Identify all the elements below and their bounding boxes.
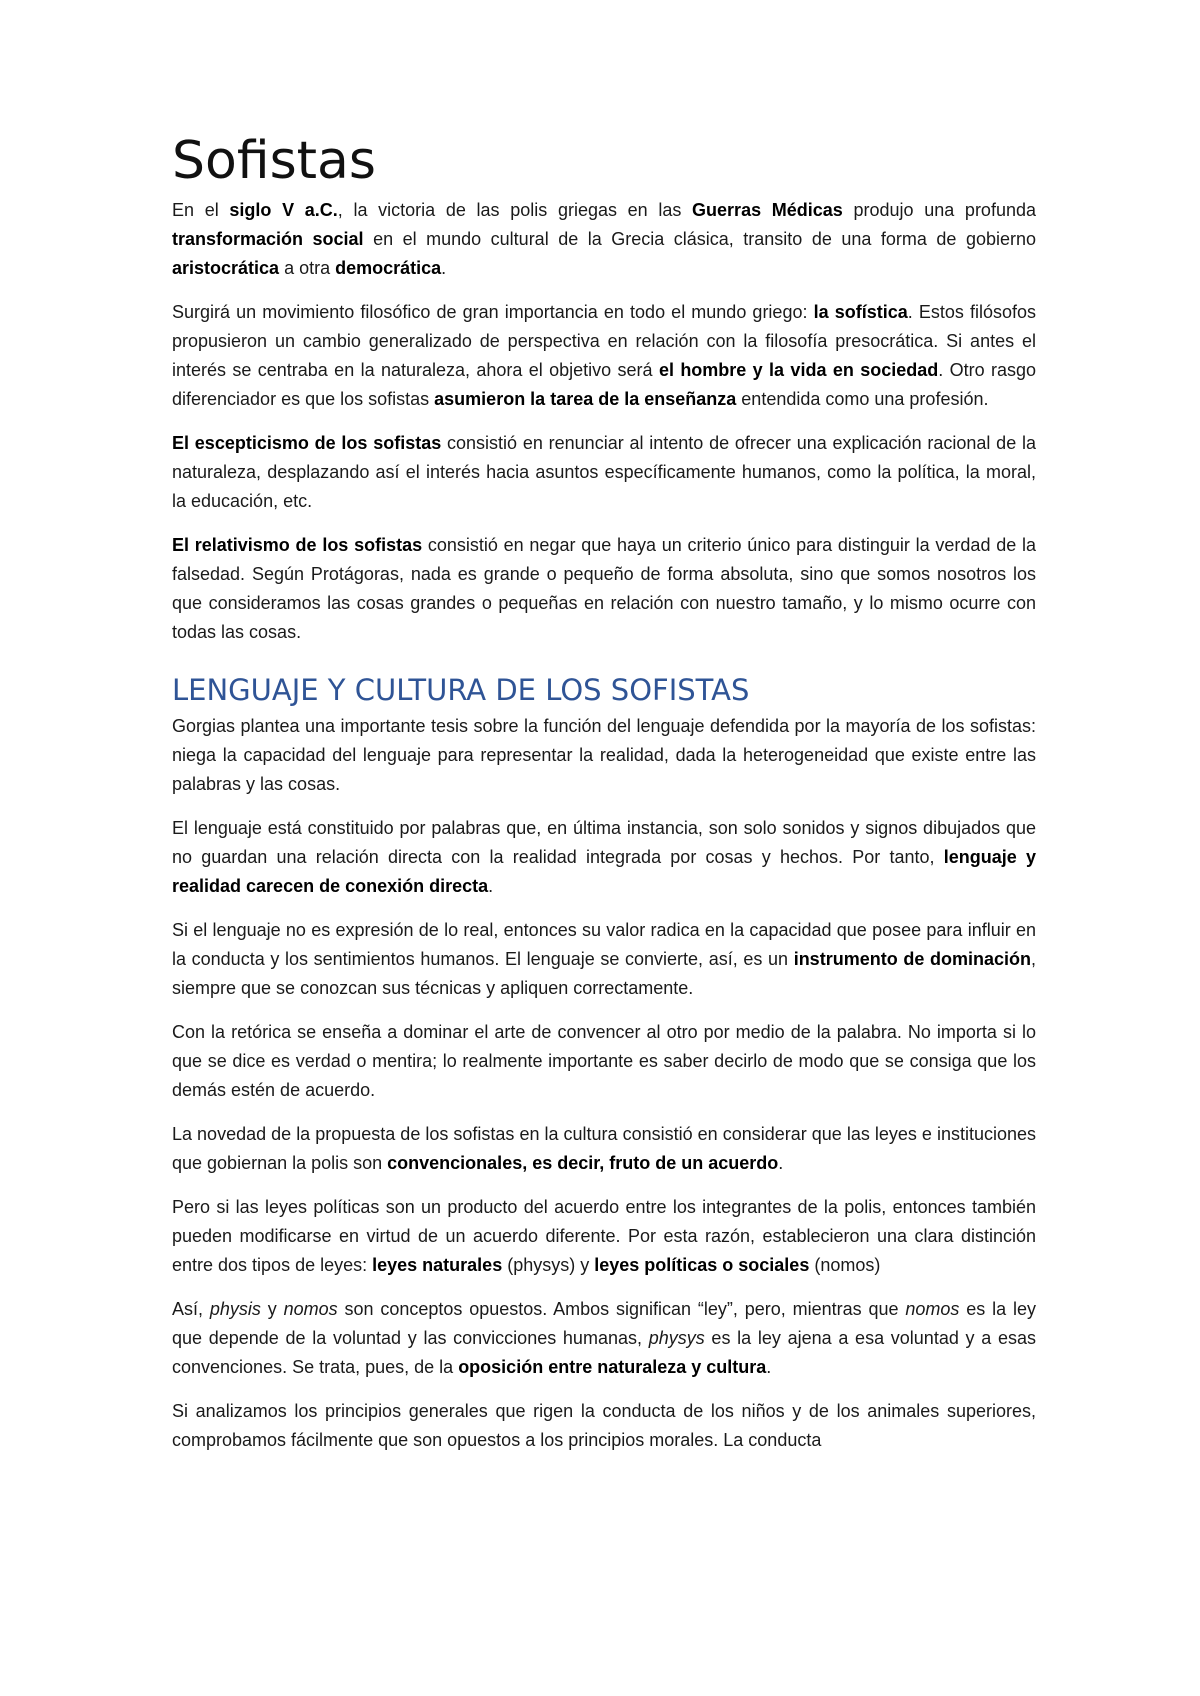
text-run: La novedad de la propuesta de los sofistas en la cultura consistió en considerar que las leyes e instituciones que gobiernan la polis son: [172, 1123, 1036, 1173]
bold-run: convencionales, es decir, fruto de un acuerdo: [387, 1152, 779, 1173]
text-run: consistió en renunciar al intento de ofrecer una explicación racional de la naturaleza, desplazando así el interés hacia asuntos específicamente humanos, como la política, la moral, la educación, etc.: [172, 432, 1036, 511]
italic-run: nomos: [283, 1298, 338, 1319]
text-run: Así,: [172, 1298, 210, 1319]
paragraph-5: [172, 712, 1036, 799]
text-run: Si analizamos los principios generales que rigen la conducta de los niños y de los animales superiores, comprobamos fácilmente que son opuestos a los principios morales. La conducta: [172, 1400, 1036, 1450]
document-title: Sofistas: [172, 131, 377, 191]
text-run: El lenguaje está constituido por palabras que, en última instancia, son solo sonidos y signos dibujados que no guardan una relación directa con la realidad integrada por cosas y hechos. Por tanto,: [172, 817, 1036, 867]
paragraph-12: [172, 1397, 1036, 1455]
bold-run: asumieron la tarea de la enseñanza: [434, 388, 737, 409]
bold-run: oposición entre naturaleza y cultura: [458, 1356, 767, 1377]
bold-run: la sofística: [813, 301, 908, 322]
text-run: .: [441, 257, 447, 278]
bold-run: leyes políticas o sociales: [594, 1254, 810, 1275]
bold-run: aristocrática: [172, 257, 280, 278]
text-run: (physys) y: [502, 1254, 595, 1275]
bold-run: el hombre y la vida en sociedad: [658, 359, 939, 380]
text-run: . Estos filósofos propusieron un cambio generalizado de perspectiva en relación con la filosofía presocrática. Si antes el interés se centraba en la naturaleza, ahora el objetivo será: [172, 301, 1036, 380]
text-run: , la victoria de las polis griegas en las: [337, 199, 693, 220]
italic-run: physis: [209, 1298, 261, 1319]
paragraph-10: [172, 1193, 1036, 1280]
bold-run: siglo V a.C.: [229, 199, 338, 220]
bold-run: Guerras Médicas: [692, 199, 843, 220]
paragraph-11: [172, 1295, 1036, 1382]
text-run: Con la retórica se enseña a dominar el arte de convencer al otro por medio de la palabra. No importa si lo que se dice es verdad o mentira; lo realmente importante es saber decirlo de modo que se consiga que los demás estén de acuerdo.: [172, 1021, 1036, 1100]
text-run: Gorgias plantea una importante tesis sobre la función del lenguaje defendida por la mayoría de los sofistas: niega la capacidad del lenguaje para representar la realidad, dada la heterogeneidad que existe entre las palabras y las cosas.: [172, 715, 1036, 794]
italic-run: physys: [648, 1327, 705, 1348]
text-run: a otra: [279, 257, 336, 278]
paragraph-2: [172, 298, 1036, 414]
bold-run: lenguaje y realidad carecen de conexión directa: [172, 846, 1037, 896]
paragraph-7: [172, 916, 1036, 1003]
text-run: , siempre que se conozcan sus técnicas y apliquen correctamente.: [172, 948, 1036, 998]
text-run: (nomos): [809, 1254, 881, 1275]
text-run: son conceptos opuestos. Ambos significan “ley”, pero, mientras que: [337, 1298, 906, 1319]
text-run: Pero si las leyes políticas son un producto del acuerdo entre los integrantes de la polis, entonces también pueden modificarse en virtud de un acuerdo diferente. Por esta razón, establecieron una clara distinción entre dos tipos de leyes:: [172, 1196, 1036, 1275]
paragraph-6: [172, 814, 1036, 901]
text-run: .: [488, 875, 494, 896]
paragraph-4: [172, 531, 1036, 647]
section-heading: LENGUAJE Y CULTURA DE LOS SOFISTAS: [172, 672, 750, 707]
paragraph-9: [172, 1120, 1036, 1178]
italic-run: nomos: [905, 1298, 960, 1319]
bold-run: leyes naturales: [372, 1254, 503, 1275]
text-run: es la ley ajena a esa voluntad y a esas convenciones. Se trata, pues, de la: [172, 1327, 1036, 1377]
text-run: consistió en negar que haya un criterio único para distinguir la verdad de la falsedad. Según Protágoras, nada es grande o pequeño de forma absoluta, sino que somos nosotros los que consideramos las cosas grandes o pequeñas en relación con nuestro tamaño, y lo mismo ocurre con todas las cosas.: [172, 534, 1036, 642]
bold-run: El escepticismo de los sofistas: [172, 432, 442, 453]
text-run: en el mundo cultural de la Grecia clásica, transito de una forma de gobierno: [363, 228, 1036, 249]
bold-run: instrumento de dominación: [793, 948, 1031, 969]
text-run: y: [260, 1298, 284, 1319]
text-run: es la ley que depende de la voluntad y las convicciones humanas,: [172, 1298, 1036, 1348]
text-run: .: [766, 1356, 772, 1377]
text-run: . Otro rasgo diferenciador es que los sofistas: [172, 359, 1036, 409]
text-run: produjo una profunda: [842, 199, 1036, 220]
text-run: entendida como una profesión.: [736, 388, 989, 409]
bold-run: El relativismo de los sofistas: [172, 534, 423, 555]
text-run: En el: [172, 199, 230, 220]
paragraph-1: [172, 196, 1036, 283]
bold-run: transformación social: [172, 228, 364, 249]
text-run: Si el lenguaje no es expresión de lo real, entonces su valor radica en la capacidad que posee para influir en la conducta y los sentimientos humanos. El lenguaje se convierte, así, es un: [172, 919, 1036, 969]
text-run: Surgirá un movimiento filosófico de gran importancia en todo el mundo griego:: [172, 301, 814, 322]
paragraph-8: [172, 1018, 1036, 1105]
bold-run: democrática: [335, 257, 442, 278]
text-run: .: [778, 1152, 784, 1173]
paragraph-3: [172, 429, 1036, 516]
